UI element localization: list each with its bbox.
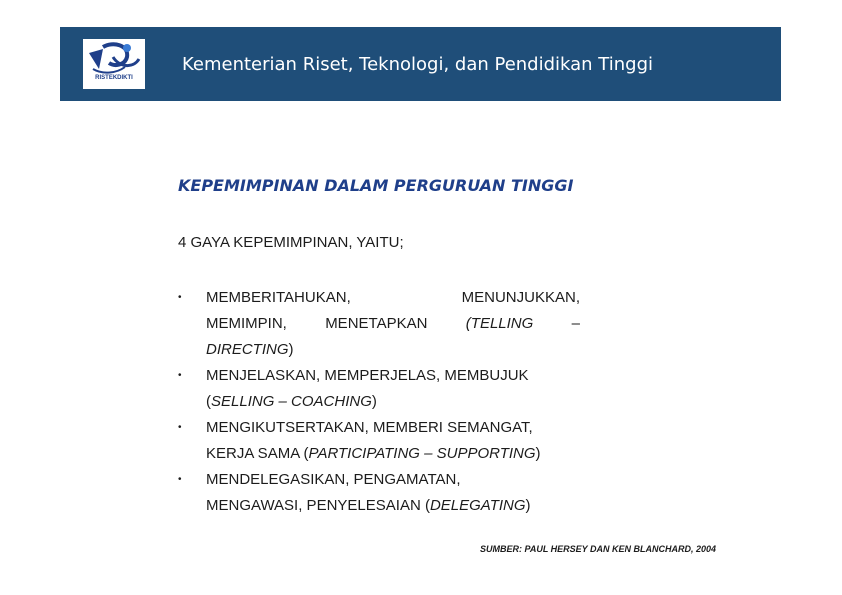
bullet-text: MEMBERITAHUKAN, <box>206 289 351 306</box>
bullet-line <box>206 311 580 337</box>
list-item-selling <box>178 363 618 415</box>
bullet-text: MENGAWASI, PENYELESAIAN ( <box>206 497 430 514</box>
list-item-delegating <box>178 467 618 519</box>
list-item-telling <box>178 285 618 363</box>
bullet-text: MEMIMPIN, <box>206 315 287 332</box>
bullet-icon: • <box>178 474 182 485</box>
header-banner <box>60 27 781 101</box>
bullet-text: – <box>571 315 580 332</box>
list-item-participating <box>178 415 618 467</box>
bullet-text: MENGIKUTSERTAKAN, MEMBERI SEMANGAT, <box>206 419 533 436</box>
ristekdikti-logo <box>83 39 145 89</box>
bullet-text: ) <box>371 393 377 410</box>
source-citation: SUMBER: PAUL HERSEY DAN KEN BLANCHARD, 2004 <box>480 544 717 554</box>
slide-title: KEPEMIMPINAN DALAM PERGURUAN TINGGI <box>178 176 574 195</box>
bullet-text: ) <box>288 341 294 358</box>
bullet-line <box>206 389 618 415</box>
logo-text: RISTEKDIKTI <box>95 75 133 81</box>
ristekdikti-logo-icon <box>83 39 145 89</box>
bullet-text: MENUNJUKKAN, <box>461 289 580 306</box>
bullet-text: MENJELASKAN, MEMPERJELAS, MEMBUJUK <box>206 367 529 384</box>
bullet-line <box>206 441 618 467</box>
bullet-text: MENETAPKAN <box>325 315 428 332</box>
bullet-line <box>206 493 618 519</box>
bullet-text: SELLING – COACHING <box>211 393 372 410</box>
leadership-styles-list <box>178 285 618 519</box>
bullet-text: ) <box>525 497 531 514</box>
slide-subtitle: 4 GAYA KEPEMIMPINAN, YAITU; <box>178 234 404 251</box>
bullet-text: (TELLING <box>465 315 534 332</box>
bullet-text: MENDELEGASIKAN, PENGAMATAN, <box>206 471 461 488</box>
bullet-text: ) <box>535 445 541 462</box>
bullet-text: PARTICIPATING – SUPPORTING <box>308 445 536 462</box>
bullet-icon: • <box>178 370 182 381</box>
bullet-icon: • <box>178 292 182 303</box>
bullet-text: DELEGATING <box>429 497 526 514</box>
bullet-line <box>206 337 618 363</box>
header-title: Kementerian Riset, Teknologi, dan Pendidikan Tinggi <box>182 54 653 75</box>
bullet-text: DIRECTING <box>206 341 289 358</box>
bullet-icon: • <box>178 422 182 433</box>
bullet-text: KERJA SAMA ( <box>206 445 309 462</box>
bullet-text: ( <box>206 393 211 410</box>
bullet-line <box>206 285 580 311</box>
